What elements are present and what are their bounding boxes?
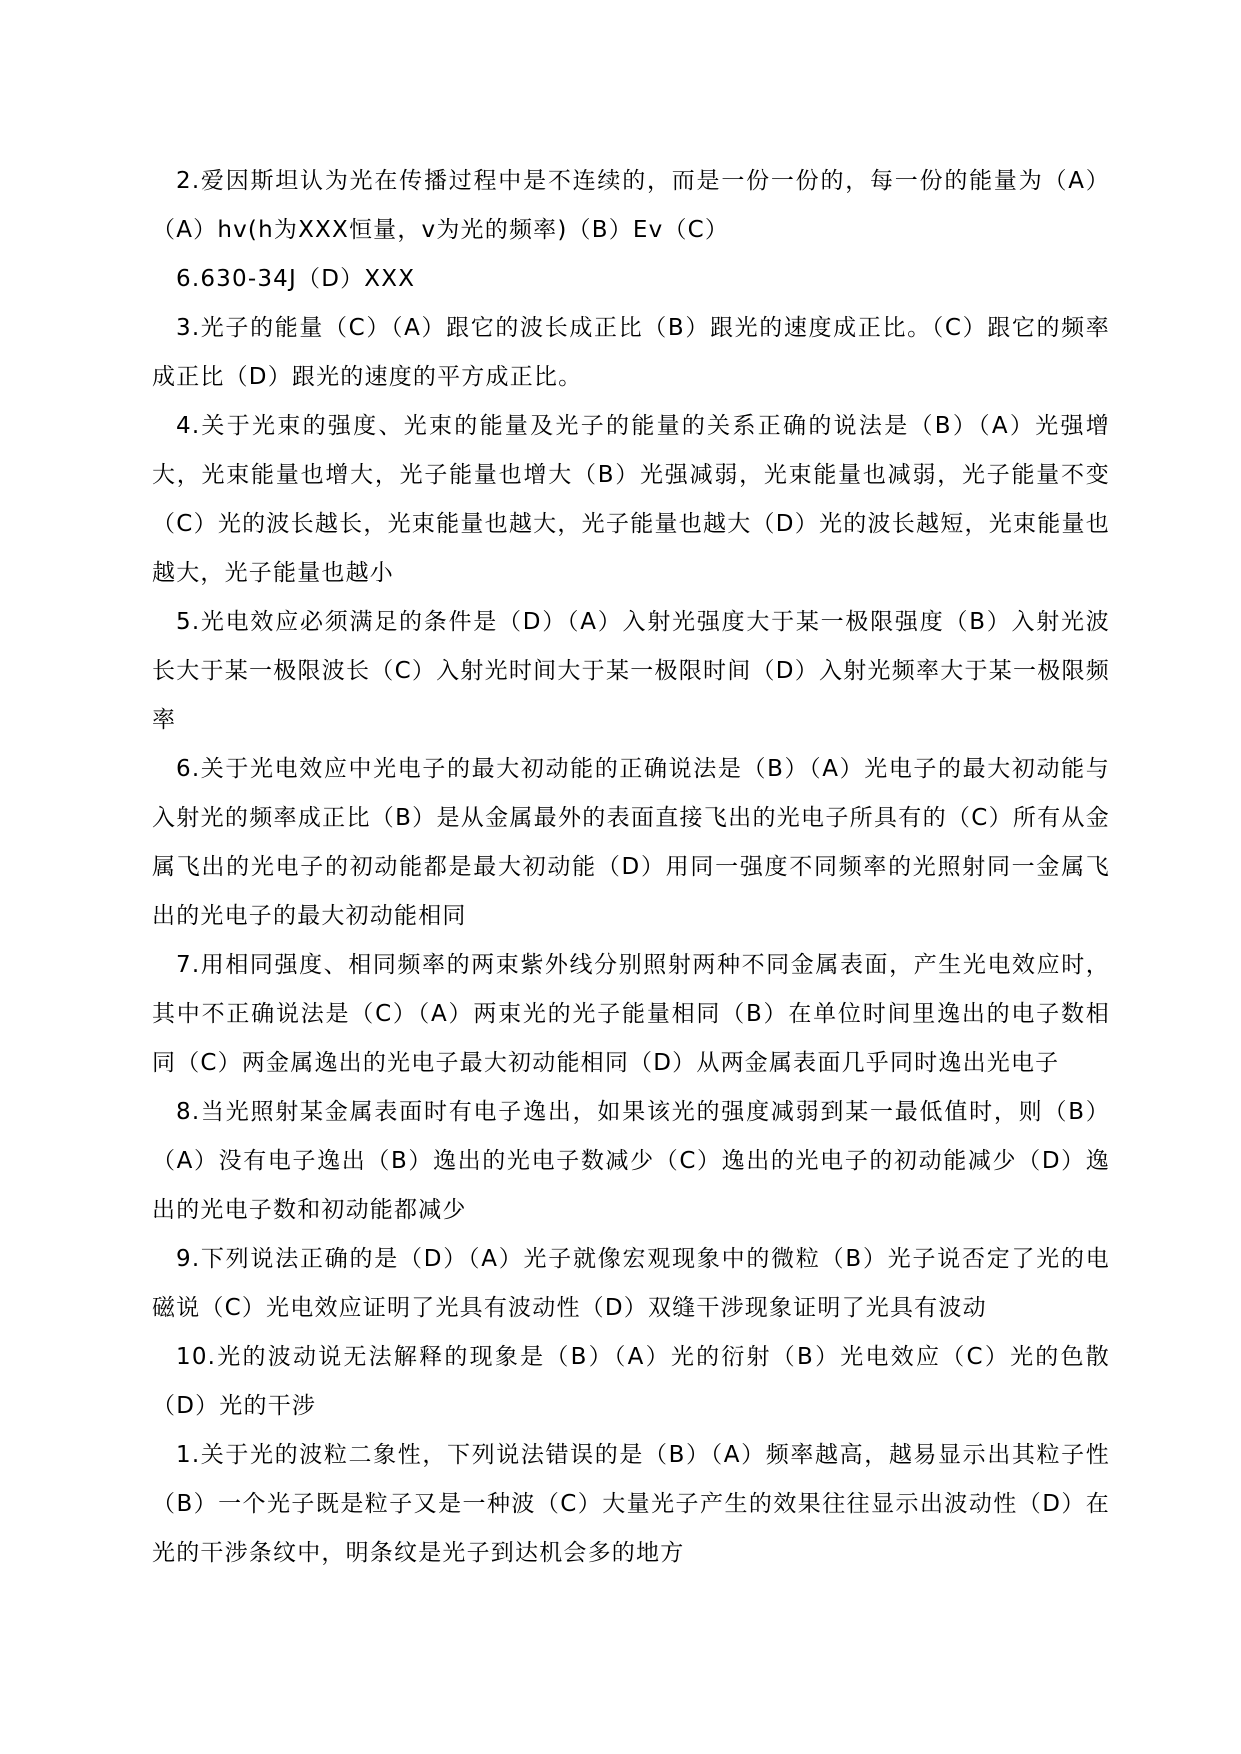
question-2-continuation: 6.630-34J（D）XXX <box>176 266 416 292</box>
question-6: 6.关于光电效应中光电子的最大初动能的正确说法是（B）（A）光电子的最大初动能与入射光的频率成正比（B）是从金属最外的表面直接飞出的光电子所具有的（C）所有从金属飞出的光电子的初动能都是最大初动能（D）用同一强度不同频率的光照射同一金属飞出的光电子的最大初动能相同 <box>152 756 1110 929</box>
question-8: 8.当光照射某金属表面时有电子逸出，如果该光的强度减弱到某一最低值时，则（B）（A）没有电子逸出（B）逸出的光电子数减少（C）逸出的光电子的初动能减少（D）逸出的光电子数和初动能都减少 <box>152 1099 1110 1223</box>
question-5: 5.光电效应必须满足的条件是（D）（A）入射光强度大于某一极限强度（B）入射光波长大于某一极限波长（C）入射光时间大于某一极限时间（D）入射光频率大于某一极限频率 <box>152 609 1110 733</box>
question-4: 4.关于光束的强度、光束的能量及光子的能量的关系正确的说法是（B）（A）光强增大，光束能量也增大，光子能量也增大（B）光强减弱，光束能量也减弱，光子能量不变（C）光的波长越长，光束能量也越大，光子能量也越大（D）光的波长越短，光束能量也越大，光子能量也越小 <box>152 413 1110 586</box>
question-3: 3.光子的能量（C）（A）跟它的波长成正比（B）跟光的速度成正比。（C）跟它的频率成正比（D）跟光的速度的平方成正比。 <box>152 315 1110 390</box>
question-9: 9.下列说法正确的是（D）（A）光子就像宏观现象中的微粒（B）光子说否定了光的电磁说（C）光电效应证明了光具有波动性（D）双缝干涉现象证明了光具有波动 <box>152 1246 1110 1321</box>
question-7: 7.用相同强度、相同频率的两束紫外线分别照射两种不同金属表面，产生光电效应时，其中不正确说法是（C）（A）两束光的光子能量相同（B）在单位时间里逸出的电子数相同（C）两金属逸出的光电子最大初动能相同（D）从两金属表面几乎同时逸出光电子 <box>152 952 1110 1076</box>
question-10: 10.光的波动说无法解释的现象是（B）（A）光的衍射（B）光电效应（C）光的色散（D）光的干涉 <box>152 1344 1110 1419</box>
question-2: 2.爱因斯坦认为光在传播过程中是不连续的，而是一份一份的，每一份的能量为（A）（A）hv(h为XXX恒量，v为光的频率)（B）Ev（C） <box>152 168 1110 243</box>
question-1: 1.关于光的波粒二象性，下列说法错误的是（B）（A）频率越高，越易显示出其粒子性（B）一个光子既是粒子又是一种波（C）大量光子产生的效果往往显示出波动性（D）在光的干涉条纹中，明条纹是光子到达机会多的地方 <box>152 1442 1110 1566</box>
document-body <box>152 157 1110 1578</box>
